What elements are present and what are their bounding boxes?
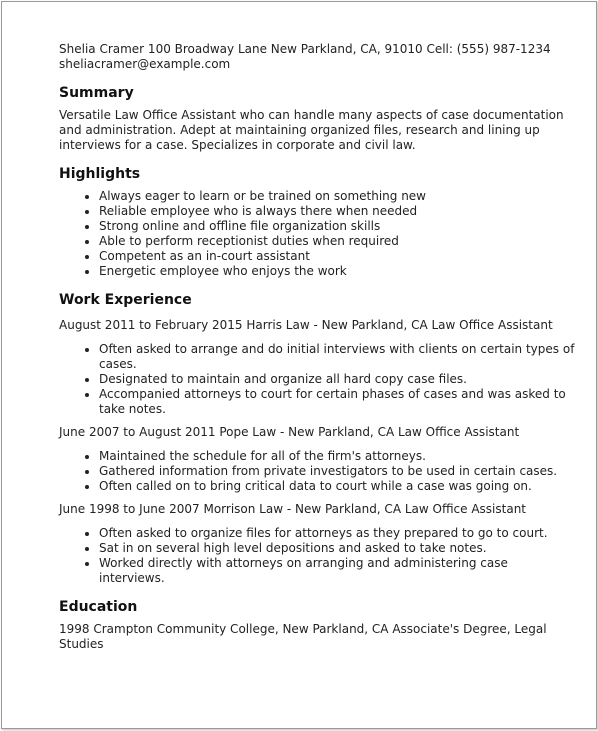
- list-item: • Often asked to organize files for attorneys as they prepared to go to court.: [99, 526, 576, 541]
- list-item: • Often called on to bring critical data to court while a case was going on.: [99, 479, 576, 494]
- work-experience-title: Work Experience: [59, 292, 192, 308]
- contact-email: sheliacramer@example.com: [59, 57, 231, 71]
- job-header: June 1998 to June 2007 Morrison Law - New Parkland, CA Law Office Assistant: [59, 502, 527, 516]
- highlights-title: Highlights: [59, 166, 141, 182]
- list-item: • Able to perform receptionist duties when required: [99, 234, 576, 249]
- list-item: • Energetic employee who enjoys the work: [99, 264, 576, 279]
- contact-line: Shelia Cramer 100 Broadway Lane New Parkland, CA, 91010 Cell: (555) 987-1234: [59, 42, 551, 56]
- list-item: • Reliable employee who is always there when needed: [99, 204, 576, 219]
- list-item: • Worked directly with attorneys on arranging and administering case interviews.: [99, 556, 576, 586]
- list-item: • Maintained the schedule for all of the firm's attorneys.: [99, 449, 576, 464]
- education-line: 1998 Crampton Community College, New Parkland, CA Associate's Degree, Legal Studies: [59, 622, 547, 651]
- list-item: • Accompanied attorneys to court for certain phases of cases and was asked to take notes.: [99, 387, 576, 417]
- list-item: • Sat in on several high level depositions and asked to take notes.: [99, 541, 576, 556]
- list-item: • Strong online and offline file organization skills: [99, 219, 576, 234]
- list-item: • Gathered information from private investigators to be used in certain cases.: [99, 464, 576, 479]
- highlights-list: [59, 189, 576, 279]
- list-item: • Designated to maintain and organize all hard copy case files.: [99, 372, 576, 387]
- list-item: • Competent as an in-court assistant: [99, 249, 576, 264]
- list-item: • Always eager to learn or be trained on something new: [99, 189, 576, 204]
- resume-page: [1, 1, 597, 729]
- job-bullets: [59, 526, 576, 586]
- list-item: • Often asked to arrange and do initial interviews with clients on certain types of cases.: [99, 342, 576, 372]
- summary-title: Summary: [59, 85, 134, 101]
- job-bullets: [59, 449, 576, 494]
- job-header: August 2011 to February 2015 Harris Law - New Parkland, CA Law Office Assistant: [59, 318, 553, 332]
- job-bullets: [59, 342, 576, 417]
- summary-text: Versatile Law Office Assistant who can handle many aspects of case documentation and administration. Adept at maintaining organized files, research and lining up interviews for a case. Specializes in corporate and civil law.: [59, 108, 564, 152]
- education-title: Education: [59, 599, 138, 615]
- job-header: June 2007 to August 2011 Pope Law - New Parkland, CA Law Office Assistant: [59, 425, 520, 439]
